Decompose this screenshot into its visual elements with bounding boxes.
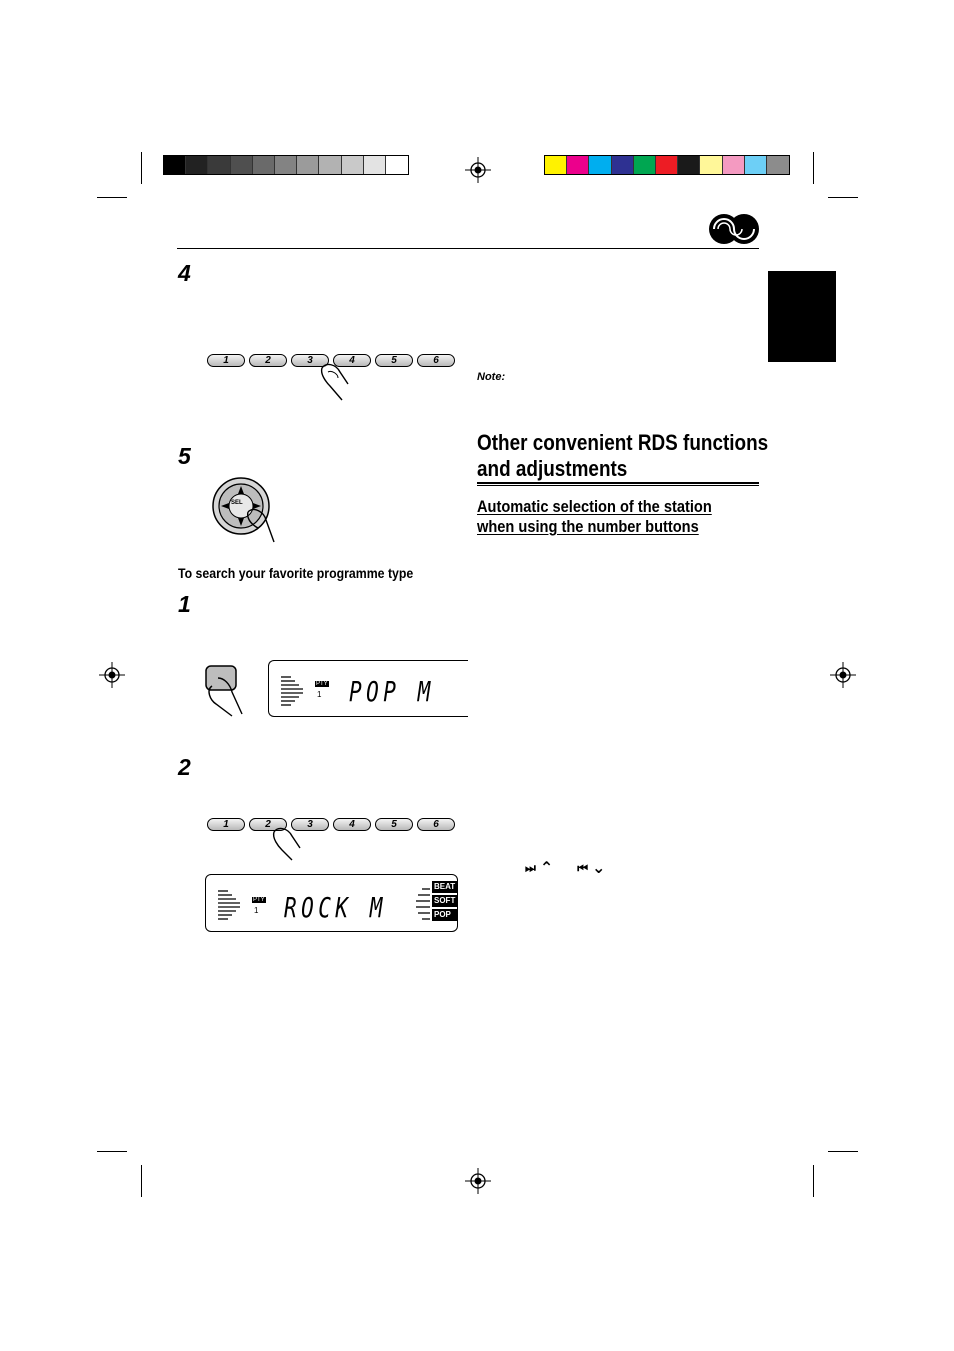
crop-mark: [141, 152, 142, 184]
color-swatch: [723, 156, 745, 174]
title-rule: [477, 482, 759, 484]
color-swatch: [231, 156, 253, 174]
subsection-heading: [477, 497, 712, 537]
number-button-6[interactable]: 6: [417, 354, 455, 367]
mode-pop: POP: [432, 909, 457, 921]
color-swatch: [656, 156, 678, 174]
radio-wave-icon: [708, 212, 760, 246]
number-buttons: [207, 818, 455, 831]
mode-soft: SOFT: [434, 896, 456, 905]
color-swatch: [186, 156, 208, 174]
number-button-5[interactable]: 5: [375, 818, 413, 831]
number-button-2[interactable]: 2: [249, 354, 287, 367]
chevron-down-icon: ⌄: [592, 860, 606, 877]
lcd-text: ROCK M: [284, 891, 387, 924]
level-meter-icon: [277, 667, 315, 713]
finger-press-icon: [270, 826, 310, 862]
registration-mark-icon: [830, 662, 856, 688]
lcd-display-rock: [205, 874, 458, 932]
crop-mark: [828, 197, 858, 198]
mode-beat: BEAT: [432, 881, 457, 893]
step-number: 2: [178, 754, 191, 780]
sound-mode-list: [432, 881, 457, 921]
color-swatch: [208, 156, 230, 174]
level-meter-icon: [214, 881, 252, 927]
crop-mark: [97, 1151, 127, 1152]
color-swatch: [767, 156, 789, 174]
crop-mark: [141, 1165, 142, 1197]
finger-press-icon: [318, 362, 358, 402]
dial-label: SEL: [231, 500, 243, 506]
skip-back-icon: ⏮: [577, 860, 589, 875]
color-swatch: [342, 156, 364, 174]
crop-mark: [813, 152, 814, 184]
color-swatch: [634, 156, 656, 174]
crop-mark: [813, 1165, 814, 1197]
color-swatch: [364, 156, 386, 174]
color-swatch: [319, 156, 341, 174]
search-heading: To search your favorite programme type: [178, 565, 414, 581]
header-rule: [177, 248, 759, 249]
color-swatch: [253, 156, 275, 174]
step-number: 4: [178, 260, 191, 286]
section-title-line2: and adjustments: [477, 456, 628, 481]
section-title: [477, 430, 768, 482]
skip-controls: [525, 858, 605, 878]
color-swatch: [589, 156, 611, 174]
crop-mark: [97, 197, 127, 198]
registration-mark-icon: [465, 157, 491, 183]
grayscale-bar: [163, 155, 409, 175]
subsection-line1: Automatic selection of the station: [477, 497, 712, 516]
color-swatch: [164, 156, 186, 174]
section-title-line1: Other convenient RDS functions: [477, 430, 769, 455]
chevron-up-icon: ⌃: [539, 860, 554, 877]
color-bar: [544, 155, 790, 175]
number-button-1[interactable]: 1: [207, 354, 245, 367]
pty-indicator: PTY: [253, 897, 265, 903]
color-swatch: [745, 156, 767, 174]
color-swatch: [297, 156, 319, 174]
pty-number: 1: [317, 690, 322, 699]
number-button-4[interactable]: 4: [333, 354, 371, 367]
control-dial-icon[interactable]: [208, 472, 278, 544]
pty-indicator: PTY: [316, 681, 328, 687]
number-button-2[interactable]: 2: [249, 818, 287, 831]
subsection-line2: when using the number buttons: [477, 517, 699, 536]
color-swatch: [275, 156, 297, 174]
number-button-3[interactable]: 3: [291, 354, 329, 367]
pty-button-press-icon[interactable]: [202, 664, 248, 718]
crop-mark: [828, 1151, 858, 1152]
language-tab: [768, 271, 836, 362]
number-button-4[interactable]: 4: [333, 818, 371, 831]
step-number: 1: [178, 591, 191, 617]
color-swatch: [386, 156, 408, 174]
number-button-1[interactable]: 1: [207, 818, 245, 831]
color-swatch: [700, 156, 722, 174]
title-rule: [477, 485, 759, 486]
registration-mark-icon: [465, 1168, 491, 1194]
number-button-6[interactable]: 6: [417, 818, 455, 831]
registration-mark-icon: [99, 662, 125, 688]
skip-forward-icon: ⏭: [525, 860, 536, 875]
number-button-5[interactable]: 5: [375, 354, 413, 367]
lcd-display-pop: [268, 660, 468, 717]
step-number: 5: [178, 443, 191, 469]
pty-number: 1: [254, 906, 259, 915]
note-label: Note:: [477, 371, 506, 383]
number-button-3[interactable]: 3: [291, 818, 329, 831]
color-swatch: [567, 156, 589, 174]
level-meter-icon: [414, 881, 432, 927]
color-swatch: [612, 156, 634, 174]
lcd-text: POP M: [349, 675, 435, 708]
color-swatch: [678, 156, 700, 174]
color-swatch: [545, 156, 567, 174]
